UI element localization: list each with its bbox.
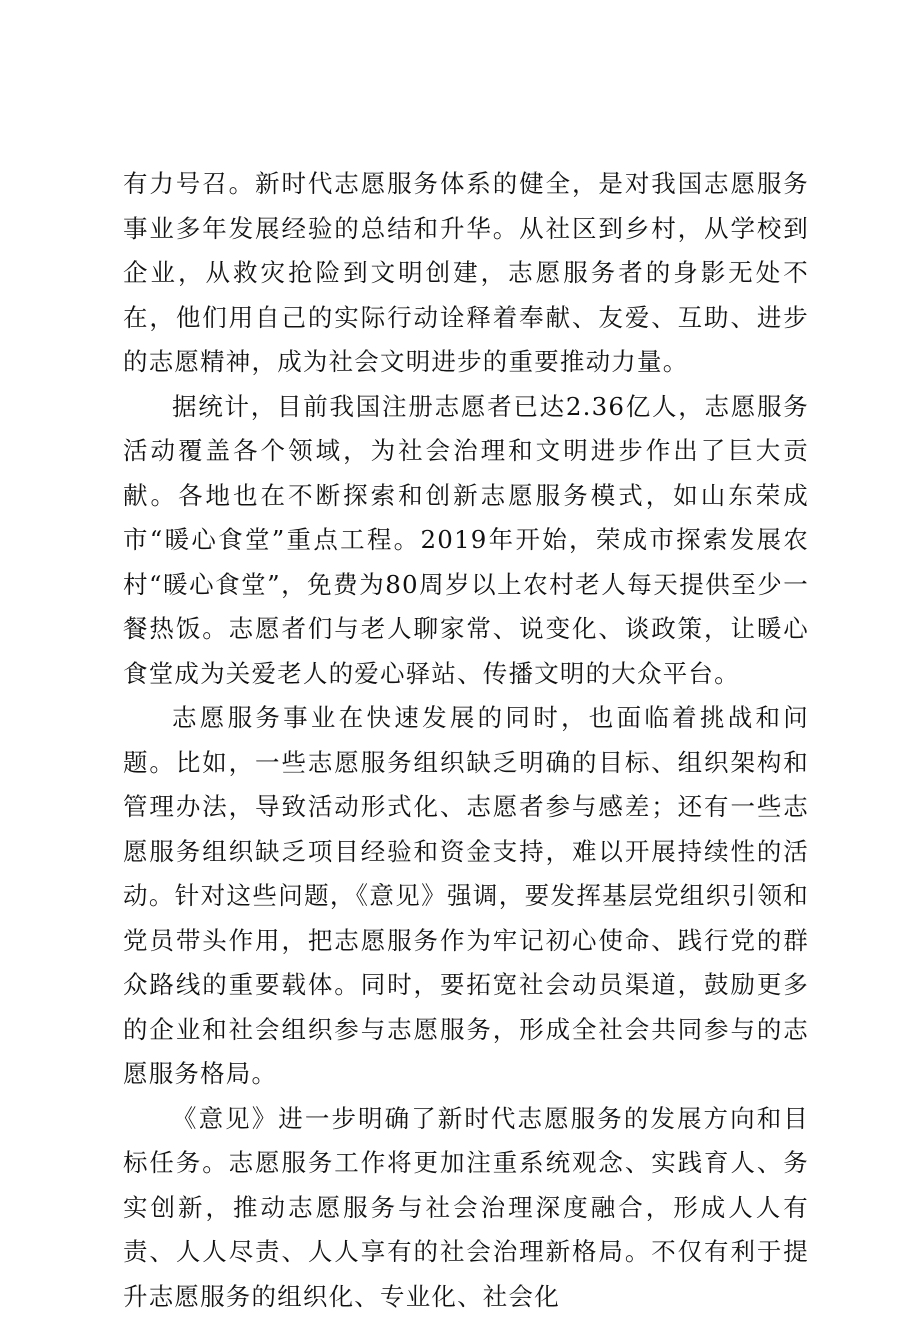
paragraph-3: 志愿服务事业在快速发展的同时，也面临着挑战和问题。比如，一些志愿服务组织缺乏明确的目标、组织架构和管理办法，导致活动形式化、志愿者参与感差；还有一些志愿服务组织缺乏项目经验和资金支持，难以开展持续性的活动。针对这些问题，《意见》强调，要发挥基层党组织引领和党员带头作用，把志愿服务作为牢记初心使命、践行党的群众路线的重要载体。同时，要拓宽社会动员渠道，鼓励更多的企业和社会组织参与志愿服务，形成全社会共同参与的志愿服务格局。 xyxy=(123,696,809,1097)
document-body xyxy=(123,162,809,1319)
paragraph-2: 据统计，目前我国注册志愿者已达2.36亿人，志愿服务活动覆盖各个领域，为社会治理和文明进步作出了巨大贡献。各地也在不断探索和创新志愿服务模式，如山东荣成市“暖心食堂”重点工程。2019年开始，荣成市探索发展农村“暖心食堂”，免费为80周岁以上农村老人每天提供至少一餐热饭。志愿者们与老人聊家常、说变化、谈政策，让暖心食堂成为关爱老人的爱心驿站、传播文明的大众平台。 xyxy=(123,385,809,697)
paragraph-4: 《意见》进一步明确了新时代志愿服务的发展方向和目标任务。志愿服务工作将更加注重系统观念、实践育人、务实创新，推动志愿服务与社会治理深度融合，形成人人有责、人人尽责、人人享有的社会治理新格局。不仅有利于提升志愿服务的组织化、专业化、社会化 xyxy=(123,1097,809,1319)
paragraph-1: 有力号召。新时代志愿服务体系的健全，是对我国志愿服务事业多年发展经验的总结和升华。从社区到乡村，从学校到企业，从救灾抢险到文明创建，志愿服务者的身影无处不在，他们用自己的实际行动诠释着奉献、友爱、互助、进步的志愿精神，成为社会文明进步的重要推动力量。 xyxy=(123,162,809,385)
